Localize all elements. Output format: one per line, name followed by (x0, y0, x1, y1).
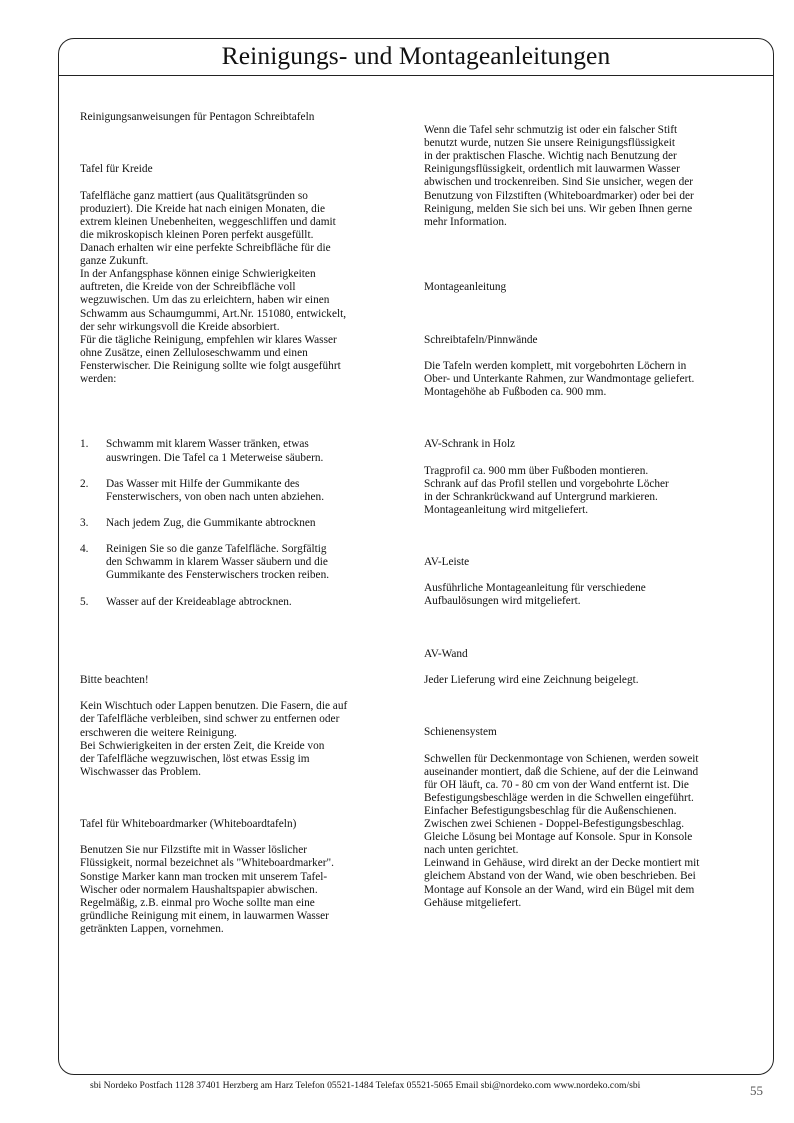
step-number: 2. (80, 477, 89, 490)
step-text: Schwamm mit klarem Wasser tränken, etwas auswringen. Die Tafel ca 1 Meterweise säubern. (106, 438, 324, 464)
section-heading-av-leiste: AV-Leiste (424, 556, 470, 569)
chalk-text: Tafelfläche ganz mattiert (aus Qualitätsgründen so produziert). Die Kreide hat nach einigen Monaten, die extrem kleinen Unebenheiten, weggeschliffen und damit die mikroskopisch kleinen Poren perfekt ausgefüllt. Danach erhalten wir eine perfekte Schreibfläche für die ganze Zukunft. In der Anfangsphase können einige Schwierigkeiten auftreten, die Kreide von der Schreibfläche voll wegzuwischen. Um das zu erleichtern, haben wir einen Schwamm aus Schaumgummi, Art.Nr. 151080, entwickelt, der sehr wirkungsvoll die Kreide absorbiert. Für die tägliche Reinigung, empfehlen wir klares Wasser ohne Zusätze, einen Zelluloseschwamm und einen Fensterwischer. Die Reinigung sollte wie folgt ausgeführt werden: (80, 189, 347, 385)
section-heading-av-schrank: AV-Schrank in Holz (424, 438, 515, 451)
section-text-av-wand: Jeder Lieferung wird eine Zeichnung beigelegt. (424, 674, 639, 687)
step-number: 3. (80, 517, 89, 529)
section-text-schreibtafeln: Die Tafeln werden komplett, mit vorgebohrten Löchern in Ober- und Unterkante Rahmen, zur Wandmontage geliefert. Montagehöhe ab Fußboden ca. 900 mm. (424, 359, 695, 398)
dirty-board-text: Wenn die Tafel sehr schmutzig ist oder ein falscher Stift benutzt wurde, nutzen Sie unsere Reinigungsflüssigkeit in der praktischen Flasche. Wichtig nach Benutzung der Reinigungsflüssigkeit, ordentlich mit lauwarmen Wasser abwischen und trockenreiben. Sind Sie unsicher, wegen der Benutzung von Filzstiften (Whiteboardmarker) oder bei der Reinigung, melden Sie sich bei uns. Wir geben Ihnen gerne mehr Information. (424, 124, 694, 228)
step-text: Wasser auf der Kreideablage abtrocknen. (106, 595, 292, 608)
step-text: Nach jedem Zug, die Gummikante abtrocknen (106, 517, 316, 529)
section-heading-av-wand: AV-Wand (424, 647, 468, 660)
step-number: 5. (80, 595, 89, 608)
list-item (80, 517, 420, 530)
note-text: Kein Wischtuch oder Lappen benutzen. Die Fasern, die auf der Tafelfläche verbleiben, sind schwer zu entfernen oder erschweren die weitere Reinigung. Bei Schwierigkeiten in der ersten Zeit, die Kreide von der Tafelfläche wegzuwischen, löst etwas Essig im Wischwasser das Problem. (80, 700, 348, 778)
whiteboard-heading: Tafel für Whiteboardmarker (Whiteboardtafeln) (80, 818, 297, 831)
page-number: 55 (750, 1083, 763, 1098)
step-number: 1. (80, 438, 89, 451)
list-item (80, 478, 420, 504)
section-text-schienensystem: Schwellen für Deckenmontage von Schienen, werden soweit auseinander montiert, daß die Schiene, auf der die Leinwand für OH läuft, ca. 70 - 80 cm von der Wand entfernt ist. Die Befestigungsbeschläge werden in die Schwellen eingeführt. Einfacher Befestigungsbeschlag für die Außenschienen. Zwischen zwei Schienen - Doppel-Befestigungsbeschlag. Gleiche Lösung bei Montage auf Konsole. Spur in Konsole nach unten gerichtet. Leinwand in Gehäuse, wird direkt an der Decke montiert mit gleichem Abstand von der Wand, wie oben beschrieben. Bei Montage auf Konsole an der Wand, wird ein Bügel mit dem Gehäuse mitgeliefert. (424, 752, 700, 909)
step-text: Reinigen Sie so die ganze Tafelfläche. Sorgfältig den Schwamm in klarem Wasser säubern und die Gummikante des Fensterwischers trocken reiben. (106, 543, 330, 582)
footer-contact: sbi Nordeko Postfach 1128 37401 Herzberg am Harz Telefon 05521-1484 Telefax 05521-5065 Email sbi@nordeko.com www.nordeko.com/sbi (90, 1080, 641, 1091)
intro-heading: Reinigungsanweisungen für Pentagon Schreibtafeln (80, 111, 315, 124)
section-text-av-schrank: Tragprofil ca. 900 mm über Fußboden montieren. Schrank auf das Profil stellen und vorgebohrte Löcher in der Schrankrückwand auf Untergrund markieren. Montageanleitung wird mitgeliefert. (424, 464, 669, 516)
note-heading: Bitte beachten! (80, 674, 149, 687)
step-text: Das Wasser mit Hilfe der Gummikante des Fensterwischers, von oben nach unten abziehen. (106, 477, 325, 503)
left-column (80, 98, 420, 949)
montage-heading: Montageanleitung (424, 281, 507, 294)
cleaning-steps (80, 425, 420, 621)
list-item (80, 438, 420, 464)
section-text-av-leiste: Ausführliche Montageanleitung für verschiedene Aufbaulösungen wird mitgeliefert. (424, 582, 646, 608)
step-number: 4. (80, 543, 89, 556)
list-item (80, 543, 420, 582)
whiteboard-text: Benutzen Sie nur Filzstifte mit in Wasser löslicher Flüssigkeit, normal bezeichnet als "Whiteboardmarker". Sonstige Marker kann man trocken mit unserem Tafel- Wischer oder normalem Haushaltspapier abwischen. Regelmäßig, z.B. einmal pro Woche sollte man eine gründliche Reinigung mit einem, in lauwarmen Wasser getränkten Lappen, vornehmen. (80, 844, 334, 935)
section-heading-schreibtafeln: Schreibtafeln/Pinnwände (424, 333, 538, 346)
right-column (424, 111, 764, 923)
title-divider (58, 75, 774, 76)
chalk-heading: Tafel für Kreide (80, 163, 153, 176)
page-title: Reinigungs- und Montageanleitungen (221, 41, 611, 70)
section-heading-schienensystem: Schienensystem (424, 726, 497, 739)
list-item (80, 596, 420, 609)
